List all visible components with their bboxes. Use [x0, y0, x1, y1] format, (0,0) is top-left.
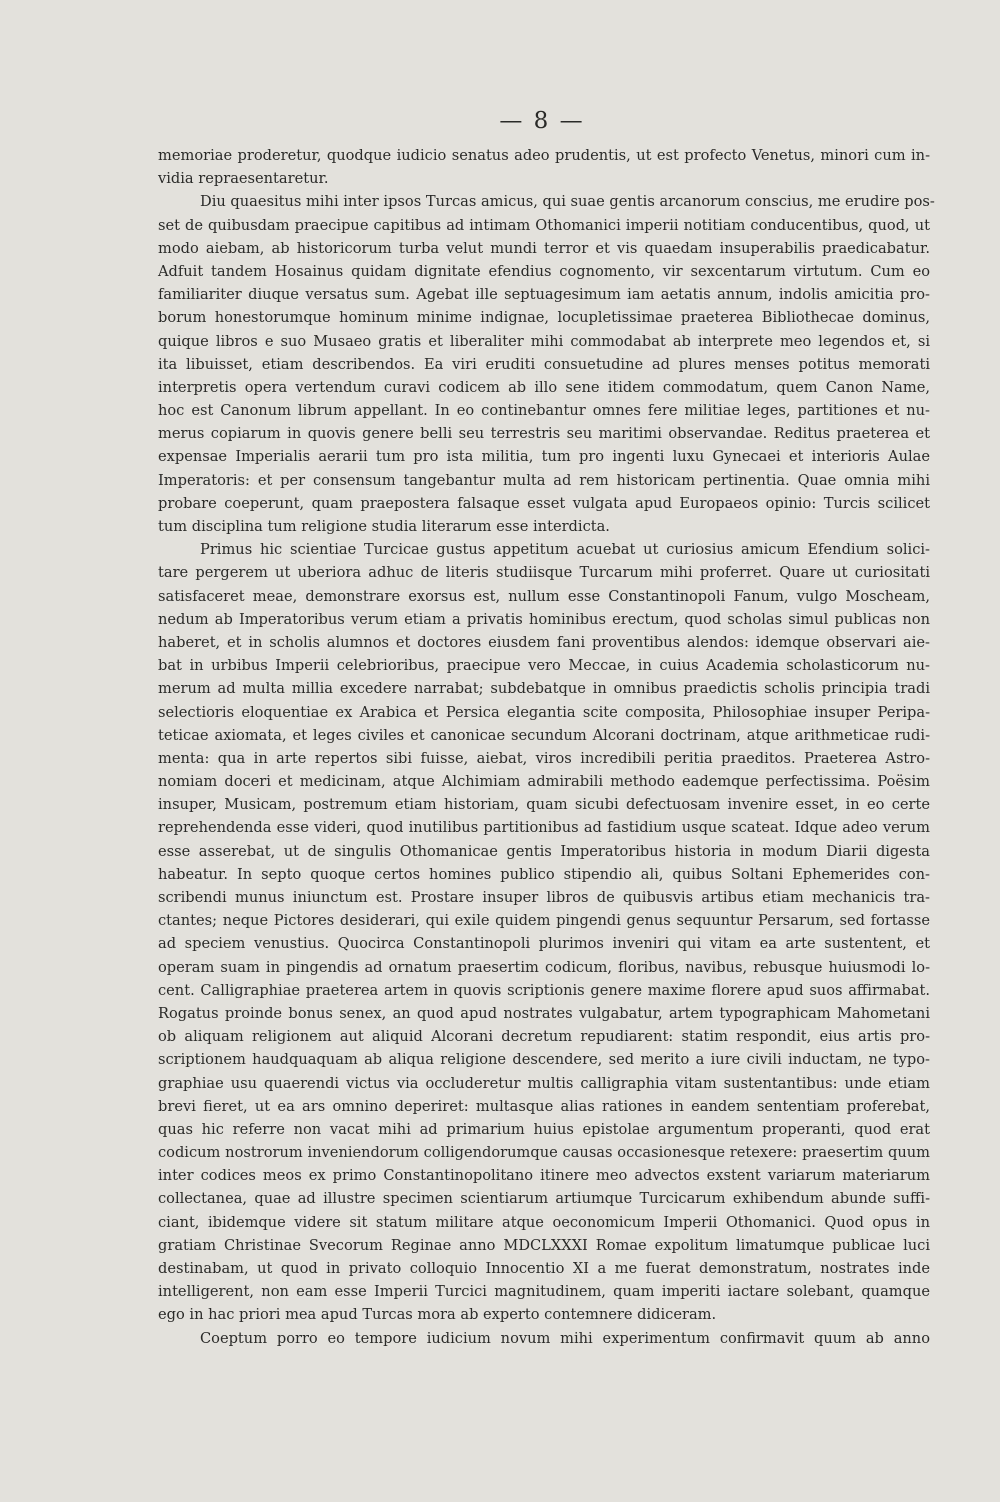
text-line: familiariter diuque versatus sum. Agebat ille septuagesimum iam aetatis annum, indolis amicitia pro-	[158, 286, 930, 304]
text-line: borum honestorumque hominum minime indignae, locupletissimae praeterea Bibliothecae dominus,	[158, 309, 930, 327]
text-line: ad speciem venustius. Quocirca Constantinopoli plurimos inveniri qui vitam ea arte sustentent, et	[158, 935, 930, 953]
text-line: collectanea, quae ad illustre specimen scientiarum artiumque Turcicarum exhibendum abunde suffi-	[158, 1190, 930, 1208]
text-line: scriptionem haudquaquam ab aliqua religione descendere, sed merito a iure civili inductam, ne typo-	[158, 1051, 930, 1069]
text-line: Adfuit tandem Hosainus quidam dignitate efendius cognomento, vir sexcentarum virtutum. Cum eo	[158, 262, 930, 280]
text-line: quique libros e suo Musaeo gratis et liberaliter mihi commodabat ab interprete meo legendos et, si	[158, 332, 930, 350]
text-line: ita libuisset, etiam describendos. Ea viri eruditi consuetudine ad plures menses potitus memorati	[158, 355, 930, 373]
text-line: quas hic referre non vacat mihi ad primarium huius epistolae argumentum properanti, quod erat	[158, 1120, 930, 1138]
text-line: brevi fieret, ut ea ars omnino deperiret: multasque alias rationes in eandem sententiam proferebat,	[158, 1097, 930, 1115]
text-line: vidia repraesentaretur.	[158, 170, 329, 188]
text-line: hoc est Canonum librum appellant. In eo continebantur omnes fere militiae leges, partitiones et nu-	[158, 402, 930, 420]
text-line: Imperatoris: et per consensum tangebantur multa ad rem historicam pertinentia. Quae omnia mihi	[158, 471, 930, 489]
text-line: graphiae usu quaerendi victus via occluderetur multis calligraphia vitam sustentantibus: unde etiam	[158, 1074, 930, 1092]
text-line: teticae axiomata, et leges civiles et canonicae secundum Alcorani doctrinam, atque arithmeticae rudi-	[158, 726, 930, 744]
text-line: memoriae proderetur, quodque iudicio senatus adeo prudentis, ut est profecto Venetus, minori cum in-	[158, 147, 930, 164]
text-line: codicum nostrorum inveniendorum colligendorumque causas occasionesque retexere: praesertim quum	[158, 1144, 930, 1162]
text-line: menta: qua in arte repertos sibi fuisse, aiebat, viros incredibili peritia praeditos. Praeterea Astro-	[158, 749, 930, 767]
text-line: selectioris eloquentiae ex Arabica et Persica elegantia scite composita, Philosophiae insuper Peripa-	[158, 703, 930, 721]
text-line: reprehendenda esse videri, quod inutilibus partitionibus ad fastidium usque scateat. Idque adeo verum	[158, 819, 930, 837]
text-line: satisfaceret meae, demonstrare exorsus est, nullum esse Constantinopoli Fanum, vulgo Moscheam,	[158, 587, 930, 605]
text-line: cent. Calligraphiae praeterea artem in quovis scriptionis genere maxime florere apud suos affirmabat.	[158, 981, 930, 999]
text-line: modo aiebam, ab historicorum turba velut mundi terror et vis quaedam insuperabilis praedicabatur.	[158, 239, 930, 257]
text-line: nedum ab Imperatoribus verum etiam a privatis hominibus erectum, quod scholas simul publicas non	[158, 610, 930, 628]
text-line: Rogatus proinde bonus senex, an quod apud nostrates vulgabatur, artem typographicam Mahometani	[158, 1004, 930, 1022]
text-line: bat in urbibus Imperii celebrioribus, praecipue vero Meccae, in cuius Academia scholasticorum nu-	[158, 657, 930, 675]
text-line: insuper, Musicam, postremum etiam historiam, quam sicubi defectuosam invenire esset, in eo certe	[158, 796, 930, 814]
text-line: nomiam doceri et medicinam, atque Alchimiam admirabili methodo eademque perfectissima. Poësim	[158, 773, 930, 791]
text-line: probare coeperunt, quam praepostera falsaque esset vulgata apud Europaeos opinio: Turcis scilicet	[158, 494, 930, 512]
text-line: ego in hac priori mea apud Turcas mora ab experto contemnere didiceram.	[158, 1306, 717, 1324]
text-line: tare pergerem ut uberiora adhuc de literis studiisque Turcarum mihi proferret. Quare ut curiositati	[158, 564, 930, 582]
text-line: interpretis opera vertendum curavi codicem ab illo sene itidem commodatum, quem Canon Name,	[158, 378, 930, 396]
text-line: gratiam Christinae Svecorum Reginae anno MDCLXXXI Romae expolitum limatumque publicae luci	[158, 1236, 930, 1254]
text-line: ctantes; neque Pictores desiderari, qui exile quidem pingendi genus sequuntur Persarum, sed fortasse	[158, 912, 930, 930]
text-line: operam suam in pingendis ad ornatum praesertim codicum, floribus, navibus, rebusque huiusmodi lo-	[158, 958, 930, 976]
text-line: merum ad multa millia excedere narrabat; subdebatque in omnibus praedictis scholis principia tradi	[158, 680, 930, 698]
text-line: scribendi munus iniunctum est. Prostare insuper libros de quibusvis artibus etiam mechanicis tra-	[158, 889, 930, 906]
text-line: ciant, ibidemque videre sit statum militare atque oeconomicum Imperii Othomanici. Quod opus in	[158, 1213, 930, 1231]
text-line: merus copiarum in quovis genere belli seu terrestris seu maritimi observandae. Reditus praeterea et	[158, 425, 930, 443]
text-line: habeatur. In septo quoque certos homines publico stipendio ali, quibus Soltani Ephemerides con-	[158, 865, 930, 883]
text-line: intelligerent, non eam esse Imperii Turcici magnitudinem, quam imperiti iactare solebant, quamque	[158, 1283, 930, 1301]
text-line: tum disciplina tum religione studia literarum esse interdicta.	[158, 518, 610, 535]
text-line: Diu quaesitus mihi inter ipsos Turcas amicus, qui suae gentis arcanorum conscius, me erudire pos-	[200, 193, 935, 211]
text-line: haberet, et in scholis alumnos et doctores eiusdem fani proventibus alendos: idemque observari aie-	[158, 633, 930, 651]
text-line: inter codices meos ex primo Constantinopolitano itinere meo advectos exstent variarum materiarum	[158, 1167, 930, 1185]
text-line: esse asserebat, ut de singulis Othomanicae gentis Imperatoribus historia in modum Diarii digesta	[158, 842, 930, 860]
text-line: destinabam, ut quod in privato colloquio Innocentio XI a me fuerat demonstratum, nostrates inde	[158, 1260, 930, 1277]
page-number: — 8 —	[499, 108, 585, 134]
text-line: Primus hic scientiae Turcicae gustus appetitum acuebat ut curiosius amicum Efendium solici-	[200, 541, 930, 559]
text-line: Coeptum porro eo tempore iudicium novum mihi experimentum confirmavit quum ab anno	[200, 1329, 930, 1347]
text-line: set de quibusdam praecipue capitibus ad intimam Othomanici imperii notitiam conducentibus, quod, ut	[158, 216, 930, 234]
text-line: ob aliquam religionem aut aliquid Alcorani decretum repudiarent: statim respondit, eius artis pro-	[158, 1028, 930, 1046]
body-text	[158, 144, 935, 1350]
text-line: expensae Imperialis aerarii tum pro ista militia, tum pro ingenti luxu Gynecaei et interioris Aulae	[158, 448, 930, 466]
